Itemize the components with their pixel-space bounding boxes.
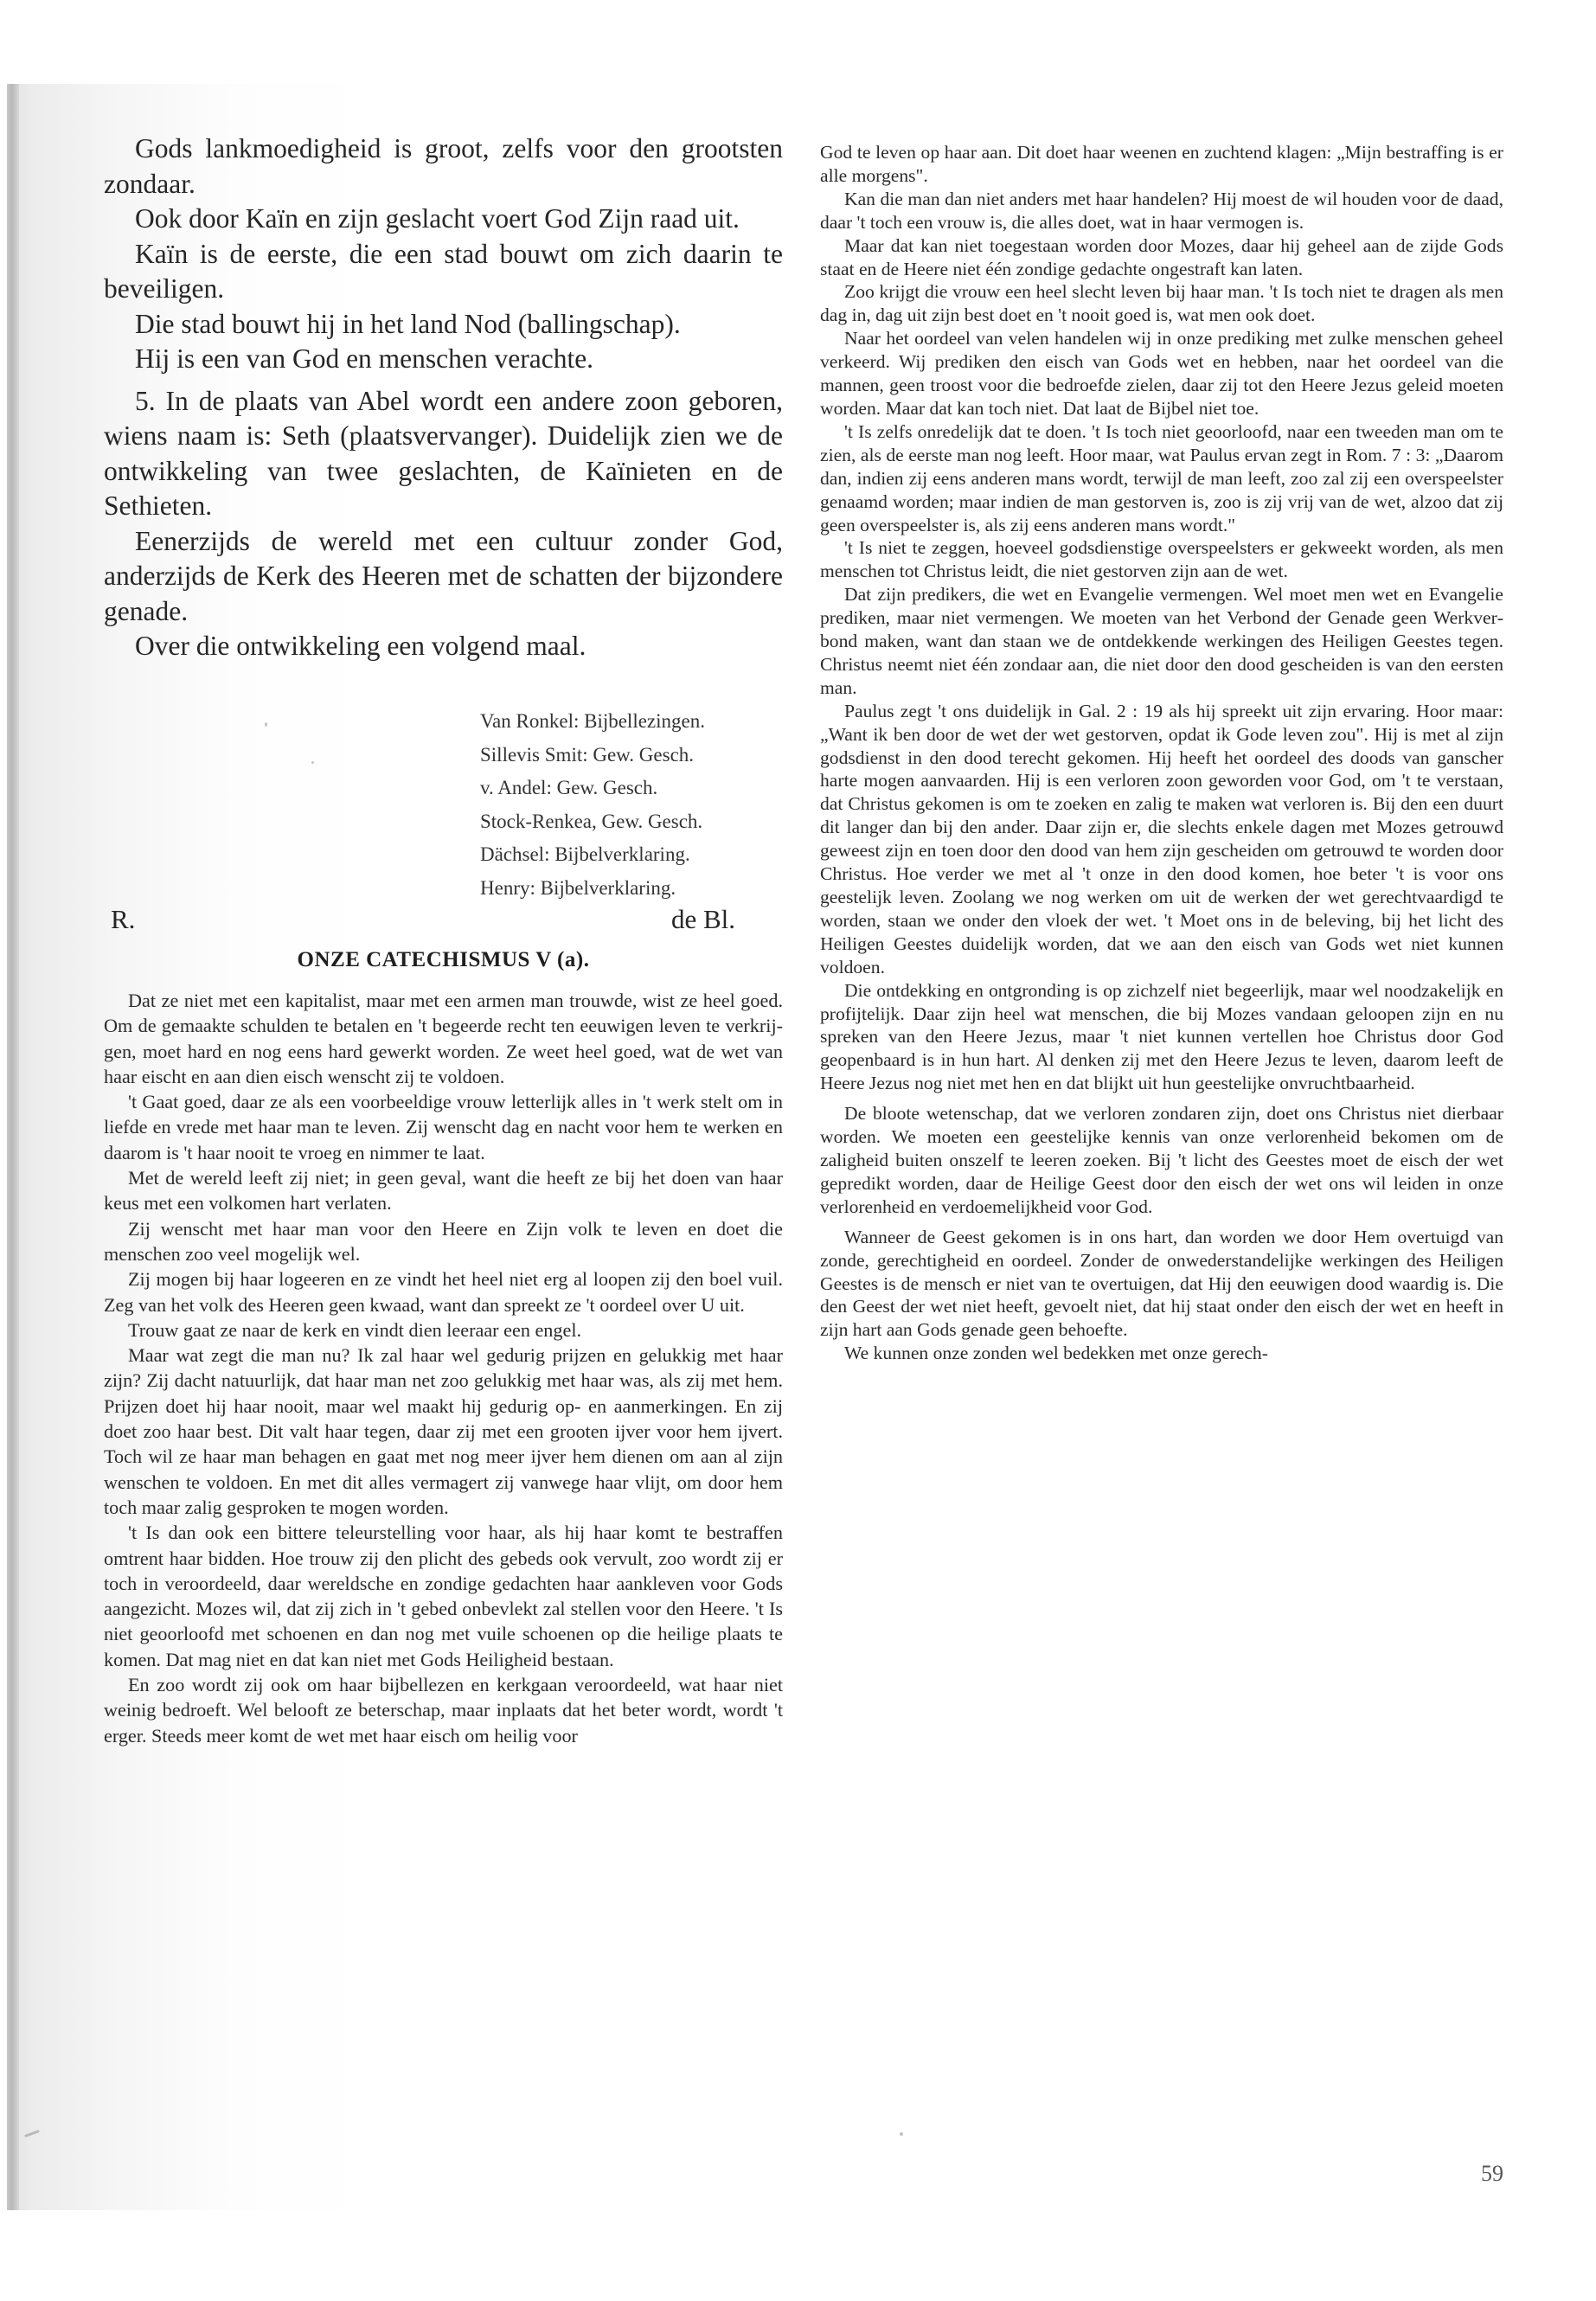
paragraph: Zoo krijgt die vrouw een heel slecht leven bij haar man. 't Is toch niet te dragen als men dag in, dag uit zijn best doet en 't nooit goed is, wat men ook doet.	[820, 281, 1503, 326]
scan-speck	[311, 761, 314, 764]
paragraph: Hij is een van God en menschen verachte.	[135, 343, 594, 374]
paragraph: God te leven op haar aan. Dit doet haar weenen en zuchtend klagen: „Mijn bestraffing is er alle morgens".	[820, 142, 1503, 186]
paragraph: Trouw gaat ze naar de kerk en vindt dien leeraar een engel.	[128, 1318, 582, 1341]
scan-speck	[900, 2132, 903, 2136]
paragraph: Eenerzijds de wereld met een cultuur zonder God, anderzijds de Kerk des Heeren met de schatten der bijzondere genade.	[104, 525, 783, 626]
reference-item: v. Andel: Gew. Gesch.	[480, 777, 658, 798]
paragraph: Ook door Kaïn en zijn geslacht voert God Zijn raad uit.	[135, 203, 740, 234]
paragraph: Kaïn is de eerste, die een stad bouwt om zich daarin te beveiligen.	[104, 238, 783, 304]
page-number: 59	[1481, 2161, 1503, 2186]
paragraph: We kunnen onze zonden wel bedekken met onze gerech-	[844, 1343, 1268, 1364]
reference-item: Dächsel: Bijbelverklaring.	[480, 843, 690, 865]
reference-item: Van Ronkel: Bijbellezingen.	[480, 710, 705, 732]
paragraph: Over die ontwikkeling een volgend maal.	[135, 631, 586, 661]
paragraph: Naar het oordeel van velen handelen wij in onze prediking met zulke menschen geheel verkeerd. Wij prediken den eisch van Gods wet en hebben, naar het oordeel van die mannen, geen troost voor die bedroefde zielen, daar zij tot den Heere Jezus geleid moeten worden. Maar dat kan toch niet. Dat laat de Bijbel niet toe.	[820, 328, 1503, 419]
paragraph: 't Is zelfs onredelijk dat te doen. 't Is toch niet geoorloofd, naar een tweeden man om te zien, als de eerste man nog leeft. Hoor maar, wat Paulus ervan zegt in Rom. 7 : 3: „Daarom dan, indien zij eens anderen mans wordt, terwijl de man leeft, zoo zal zij een overspeelster genaamd worden; maar indien de man gestorven is, zoo is zij vrij van de wet, alzoo dat zij geen overspeelster is, als zij eens anderen mans wordt."	[820, 420, 1503, 535]
paragraph: Kan die man dan niet anders met haar handelen? Hij moest de wil houden voor de daad, daar 't toch een vrouw is, die alles doet, wat in haar vermogen is.	[820, 188, 1503, 233]
article-heading: ONZE CATECHISMUS V (a).	[297, 948, 590, 971]
left-column-intro	[104, 131, 783, 664]
paragraph: 't Gaat goed, daar ze als een voorbeeldige vrouw letterlijk alles in 't werk stelt om in liefde en vrede met haar man te leven. Zij wenscht dag en nacht voor hem te werken en daarom is 't haar nooit te vroeg en nimmer te laat.	[104, 1091, 783, 1163]
left-column-article	[104, 988, 783, 1748]
right-column	[820, 141, 1503, 1365]
paragraph: Paulus zegt 't ons duidelijk in Gal. 2 : 19 als hij spreekt uit zijn ervaring. Hoor maar: „Want ik ben door de wet der wet gestorven, opdat ik Gode leven zou". Hij is met al zijn godsdienst in den dood terecht gekomen. Hij heeft het oordeel des doods van ganscher harte mogen aanvaarden. Hij is een verloren zoon geworden voor God, om 't te verstaan, dat Christus gekomen is om te zoeken en zalig te maken wat verloren is. Bij den een duurt dit langer dan bij den ander. Daar zijn er, die slechts enkele dagen met Mozes getrouwd geweest zijn en toen door den dood van hem zijn gescheiden om getrouwd te worden door Christus. Hoe verder we met al 't onze in den dood komen, hoe beter 't is voor ons geestelijk leven. Zoolang we nog werken om uit de werken der wet gerechtvaardigd te worden, staan we onder den vloek der wet. 't Moet ons in de beleving, bij het licht des Heiligen Geestes duidelijk worden, dat we aan den eisch van Gods wet niet kunnen voldoen.	[820, 700, 1503, 977]
reference-item: Stock-Renkea, Gew. Gesch.	[480, 810, 703, 832]
reference-item: Sillevis Smit: Gew. Gesch.	[480, 743, 695, 766]
paragraph: 't Is niet te zeggen, hoeveel godsdienstige overspeelsters er gekweekt worden, als men menschen tot Christus leidt, die niet gestorven zijn aan de wet.	[820, 537, 1503, 582]
paragraph: Die stad bouwt hij in het land Nod (ballingschap).	[135, 308, 681, 339]
scan-speck	[265, 722, 267, 727]
paragraph: Maar dat kan niet toegestaan worden door Mozes, daar hij geheel aan de zijde Gods staat en de Heere niet één zondige gedachte ongestraft kan laten.	[820, 234, 1503, 279]
paragraph: Maar wat zegt die man nu? Ik zal haar wel gedurig prijzen en gelukkig met haar zijn? Zij dacht natuurlijk, dat haar man net zoo gelukkig met haar was, als zij met hem. Prijzen doet hij haar nooit, maar wel maakt hij gedurig op- en aanmerkingen. En zij doet zoo haar best. Dit valt haar tegen, daar zij met een grooten ijver voor hem ijvert. Toch wil ze haar man behagen en gaat met nog meer ijver hem dienen om aan al zijn wenschen te voldoen. En met dit alles vermagert zij vanwege haar vlijt, om door hem toch maar zalig gesproken te mogen worden.	[104, 1344, 783, 1518]
paragraph: 5. In de plaats van Abel wordt een andere zoon geboren, wiens naam is: Seth (plaatsvervanger). Duidelijk zien we de ontwikkeling van twee geslachten, de Kaïnieten en de Sethieten.	[104, 385, 783, 521]
paragraph: Gods lankmoedigheid is groot, zelfs voor den grootsten zondaar.	[104, 133, 783, 199]
paragraph: En zoo wordt zij ook om haar bijbellezen en kerkgaan veroordeeld, wat haar niet weinig bedroeft. Wel belooft ze beterschap, maar inplaats dat het beter wordt, wordt 't erger. Steeds meer komt de wet met haar eisch om heilig voor	[104, 1674, 783, 1747]
paragraph: 't Is dan ook een bittere teleurstelling voor haar, als hij haar komt te bestraffen omtrent haar bidden. Hoe trouw zij den plicht des gebeds ook vervult, zoo wordt zij er toch in veroordeeld, daar wereldsche en zondige gedachten haar aankleven voor Gods aangezicht. Mozes wil, dat zij zich in 't gebed onbevlekt zal stellen voor den Heere. 't Is niet geoorloofd met schoenen en dan nog met vuile schoenen op die heilige plaats te komen. Dat mag niet en dat kan niet met Gods Heiligheid bestaan.	[104, 1522, 783, 1670]
paragraph: Die ontdekking en ontgronding is op zichzelf niet begeerlijk, maar wel noodzakelijk en profijtelijk. Daar zijn heel wat menschen, die bij Mozes vandaan geloopen zijn en nu spreken van den Heere Jezus, maar 't niet kunnen vertellen hoe Christus door God geopenbaard is in hun hart. Al denken zij met den Heere Jezus te leven, daarom leeft de Heere Jezus nog niet met hen en dat blijkt uit hun geestelijke onvruchtbaarheid.	[820, 979, 1503, 1094]
paragraph: Zij wenscht met haar man voor den Heere en Zijn volk te leven en doet die menschen zoo veel mogelijk wel.	[104, 1217, 783, 1265]
paragraph: Zij mogen bij haar logeeren en ze vindt het heel niet erg al loopen zij den boel vuil. Zeg van het volk des Heeren geen kwaad, want dan spreekt ze 't oordeel over U uit.	[104, 1268, 783, 1316]
signature-author: de Bl.	[671, 904, 736, 934]
reference-list	[480, 705, 792, 905]
page-binding-edge	[7, 84, 19, 2210]
paragraph: Met de wereld leeft zij niet; in geen geval, want die heeft ze bij het doen van haar keus met een volkomen hart verlaten.	[104, 1167, 783, 1215]
paragraph: De bloote wetenschap, dat we verloren zondaren zijn, doet ons Christus niet dierbaar worden. We moeten een geestelijke kennis van onze verlorenheid bekomen om de zaligheid buiten onszelf te leeren zoeken. Bij 't licht des Geestes moet de eisch der wet gepredikt worden, daar de Heilige Geest door den eisch der wet ons wil leiden in onze verlorenheid en verdoemelijkheid voor God.	[820, 1103, 1503, 1217]
signature-initial: R.	[111, 904, 136, 934]
paragraph: Wanneer de Geest gekomen is in ons hart, dan worden we door Hem overtuigd van zonde, gerechtigheid en oordeel. Zonder de onwederstandelijke werkingen des Heiligen Geestes is de mensch er niet van te overtuigen, dat Hij den eeuwigen dood waardig is. Die den Geest der wet niet heeft, gevoelt niet, dat hij staat onder den eisch der wet en heeft in zijn hart aan Gods genade geen behoefte.	[820, 1226, 1503, 1341]
paragraph: Dat ze niet met een kapitalist, maar met een armen man trouwde, wist ze heel goed. Om de gemaakte schulden te betalen en 't begeerde recht ten eeuwigen leven te verkrijgen, moet hard en nog eens hard gewerkt worden. Ze weet heel goed, wat de wet van haar eischt en aan dien eisch wenscht zij te voldoen.	[104, 990, 783, 1087]
paragraph: Dat zijn predikers, die wet en Evangelie vermengen. Wel moet men wet en Evangelie prediken, maar niet vermengen. We moeten van het Verbond der Genade geen Werkverbond maken, want dan staan we de ontdekkende werkingen des Heiligen Geestes tegen. Christus neemt niet één zondaar aan, die niet door den dood gescheiden is van den eersten man.	[820, 584, 1503, 698]
reference-item: Henry: Bijbelverklaring.	[480, 876, 676, 899]
